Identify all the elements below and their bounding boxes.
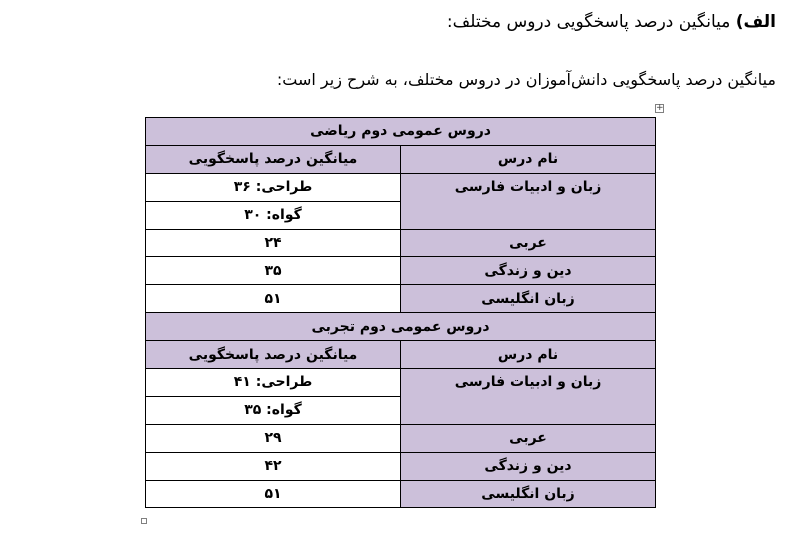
value-cell: ۳۵ <box>146 257 401 285</box>
column-header-value: میانگین درصد پاسخگویی <box>146 145 401 173</box>
column-header-row <box>146 145 656 173</box>
value-cell: گواه: ۳۵ <box>146 396 401 424</box>
column-header-row <box>146 341 656 369</box>
intro-paragraph: میانگین درصد پاسخگویی دانش‌آموزان در دروس مختلف، به شرح زیر است: <box>276 70 776 89</box>
value-cell: طراحی: ۳۶ <box>146 173 401 201</box>
section-title: دروس عمومی دوم تجربی <box>146 313 656 341</box>
value-cell: ۲۹ <box>146 424 401 452</box>
subject-cell: زبان انگلیسی <box>401 480 656 508</box>
value-cell: ۵۱ <box>146 480 401 508</box>
section-title-row <box>146 313 656 341</box>
subject-cell: دین و زندگی <box>401 452 656 480</box>
value-cell: ۴۲ <box>146 452 401 480</box>
table-row <box>146 173 656 201</box>
heading-text: میانگین درصد پاسخگویی دروس مختلف: <box>446 12 731 32</box>
table-row <box>146 452 656 480</box>
value-cell: طراحی: ۴۱ <box>146 369 401 397</box>
value-cell: ۵۱ <box>146 285 401 313</box>
subject-cell: دین و زندگی <box>401 257 656 285</box>
subject-cell: زبان انگلیسی <box>401 285 656 313</box>
subject-cell: زبان و ادبیات فارسی <box>401 369 656 425</box>
table-row <box>146 424 656 452</box>
subject-cell: عربی <box>401 424 656 452</box>
grades-table <box>145 117 656 508</box>
column-header-value: میانگین درصد پاسخگویی <box>146 341 401 369</box>
column-header-subject: نام درس <box>401 341 656 369</box>
resize-handle-icon[interactable] <box>141 518 147 524</box>
heading-prefix: الف) <box>735 12 776 32</box>
section-title-row <box>146 118 656 146</box>
table-row <box>146 285 656 313</box>
section-heading <box>447 12 776 32</box>
table-row <box>146 229 656 257</box>
move-handle-icon[interactable]: + <box>656 103 664 113</box>
subject-cell: زبان و ادبیات فارسی <box>401 173 656 229</box>
subject-cell: عربی <box>401 229 656 257</box>
section-title: دروس عمومی دوم ریاضی <box>146 118 656 146</box>
table-row <box>146 369 656 397</box>
value-cell: ۲۴ <box>146 229 401 257</box>
value-cell: گواه: ۳۰ <box>146 201 401 229</box>
column-header-subject: نام درس <box>401 145 656 173</box>
table-row <box>146 257 656 285</box>
table-row <box>146 480 656 508</box>
